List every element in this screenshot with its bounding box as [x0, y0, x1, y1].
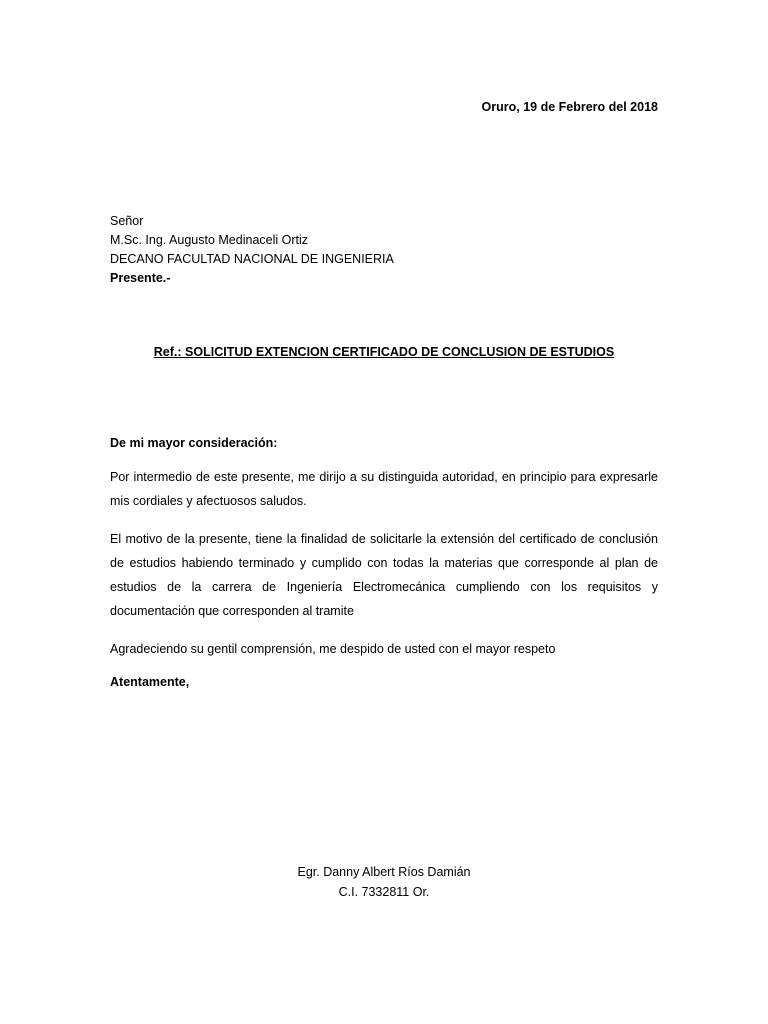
paragraph-request: El motivo de la presente, tiene la finalidad de solicitarle la extensión del certificado de conclusión de estudios habiendo terminado y cumplido con todas la materias que corresponde al plan de estudios de la carrera de Ingeniería Electromecánica cumpliendo con los requisitos y documentación que corresponden al tramite — [110, 532, 658, 618]
paragraph-greeting: Por intermedio de este presente, me dirijo a su distinguida autoridad, en principio para expresarle mis cordiales y afectuosos saludos. — [110, 470, 658, 508]
closing: Atentamente, — [110, 675, 190, 689]
recipient-block — [110, 212, 394, 288]
recipient-salutation: Señor — [110, 214, 144, 228]
recipient-presente: Presente.- — [110, 271, 171, 285]
reference-line: Ref.: SOLICITUD EXTENCION CERTIFICADO DE CONCLUSION DE ESTUDIOS — [153, 345, 615, 359]
signature-id: C.I. 7332811 Or. — [338, 885, 430, 899]
signature-block — [110, 862, 658, 902]
recipient-position: DECANO FACULTAD NACIONAL DE INGENIERIA — [110, 252, 394, 266]
place-date: Oruro, 19 de Febrero del 2018 — [481, 100, 658, 114]
letter-body — [110, 436, 658, 689]
paragraph-farewell: Agradeciendo su gentil comprensión, me despido de usted con el mayor respeto — [110, 642, 556, 656]
signature-name: Egr. Danny Albert Ríos Damián — [297, 865, 471, 879]
recipient-name: M.Sc. Ing. Augusto Medinaceli Ortiz — [110, 233, 309, 247]
greeting: De mi mayor consideración: — [110, 436, 278, 450]
